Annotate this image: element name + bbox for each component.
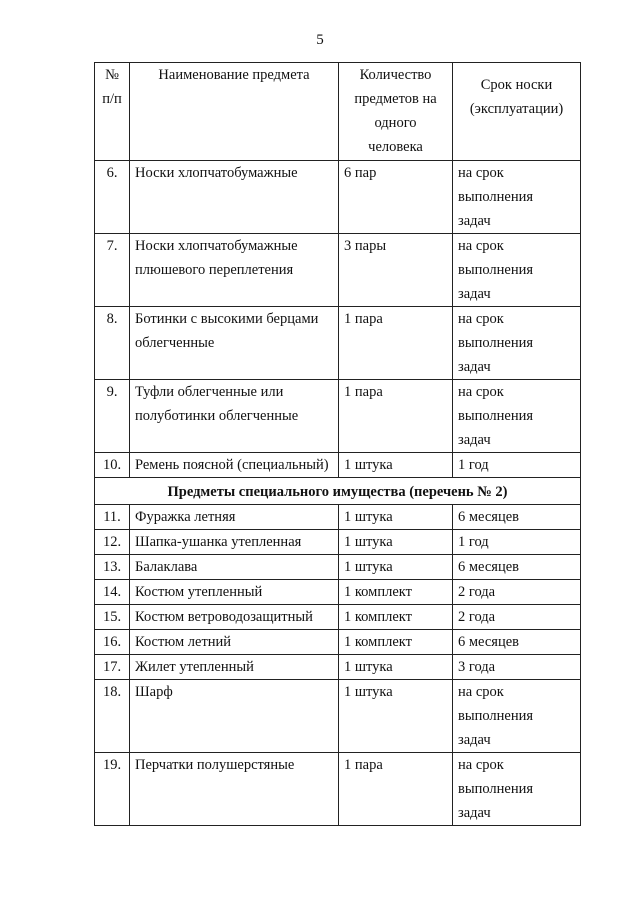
row-number: 12. xyxy=(95,530,130,555)
header-term: Срок носки (эксплуатации) xyxy=(453,63,581,161)
item-term: на срок выполнения задач xyxy=(453,680,581,753)
item-quantity: 1 комплект xyxy=(339,605,453,630)
item-quantity: 1 комплект xyxy=(339,580,453,605)
table-body-part2 xyxy=(95,505,581,826)
table-row xyxy=(95,453,581,478)
item-name: Фуражка летняя xyxy=(130,505,339,530)
item-term: 2 года xyxy=(453,580,581,605)
table-row xyxy=(95,655,581,680)
item-name: Шарф xyxy=(130,680,339,753)
item-term: на срок выполнения задач xyxy=(453,380,581,453)
row-number: 19. xyxy=(95,753,130,826)
item-quantity: 1 штука xyxy=(339,453,453,478)
item-name: Костюм летний xyxy=(130,630,339,655)
item-name: Носки хлопчатобумажные xyxy=(130,161,339,234)
header-name: Наименование предмета xyxy=(130,63,339,161)
item-quantity: 6 пар xyxy=(339,161,453,234)
item-quantity: 1 пара xyxy=(339,380,453,453)
item-name: Туфли облегченные или полуботинки облегченные xyxy=(130,380,339,453)
item-term: 6 месяцев xyxy=(453,630,581,655)
header-number: № п/п xyxy=(95,63,130,161)
row-number: 16. xyxy=(95,630,130,655)
table-row xyxy=(95,680,581,753)
row-number: 17. xyxy=(95,655,130,680)
row-number: 8. xyxy=(95,307,130,380)
table-row xyxy=(95,380,581,453)
item-quantity: 1 штука xyxy=(339,680,453,753)
item-term: на срок выполнения задач xyxy=(453,234,581,307)
item-name: Жилет утепленный xyxy=(130,655,339,680)
item-quantity: 1 штука xyxy=(339,530,453,555)
page-number: 5 xyxy=(316,32,324,48)
item-term: 6 месяцев xyxy=(453,505,581,530)
item-name: Балаклава xyxy=(130,555,339,580)
item-name: Костюм ветроводозащитный xyxy=(130,605,339,630)
item-name: Ботинки с высокими берцами облегченные xyxy=(130,307,339,380)
table-row xyxy=(95,505,581,530)
row-number: 7. xyxy=(95,234,130,307)
item-term: 6 месяцев xyxy=(453,555,581,580)
table-row xyxy=(95,530,581,555)
item-term: на срок выполнения задач xyxy=(453,161,581,234)
section-row xyxy=(95,478,581,505)
table-row xyxy=(95,753,581,826)
items-table xyxy=(94,62,581,826)
row-number: 13. xyxy=(95,555,130,580)
item-term: на срок выполнения задач xyxy=(453,307,581,380)
row-number: 9. xyxy=(95,380,130,453)
table-row xyxy=(95,555,581,580)
item-quantity: 3 пары xyxy=(339,234,453,307)
item-name: Перчатки полушерстяные xyxy=(130,753,339,826)
section xyxy=(95,478,581,505)
item-quantity: 1 комплект xyxy=(339,630,453,655)
row-number: 18. xyxy=(95,680,130,753)
item-name: Носки хлопчатобумажные плюшевого переплетения xyxy=(130,234,339,307)
table-row xyxy=(95,234,581,307)
table-row xyxy=(95,630,581,655)
row-number: 14. xyxy=(95,580,130,605)
item-term: на срок выполнения задач xyxy=(453,753,581,826)
item-quantity: 1 штука xyxy=(339,655,453,680)
row-number: 6. xyxy=(95,161,130,234)
section-title: Предметы специального имущества (перечень № 2) xyxy=(95,478,581,505)
row-number: 15. xyxy=(95,605,130,630)
item-quantity: 1 штука xyxy=(339,555,453,580)
row-number: 10. xyxy=(95,453,130,478)
item-name: Ремень поясной (специальный) xyxy=(130,453,339,478)
item-quantity: 1 пара xyxy=(339,307,453,380)
row-number: 11. xyxy=(95,505,130,530)
item-quantity: 1 штука xyxy=(339,505,453,530)
item-name: Костюм утепленный xyxy=(130,580,339,605)
item-term: 1 год xyxy=(453,453,581,478)
item-term: 2 года xyxy=(453,605,581,630)
header-quantity: Количество предметов на одного человека xyxy=(339,63,453,161)
item-quantity: 1 пара xyxy=(339,753,453,826)
item-term: 1 год xyxy=(453,530,581,555)
item-term: 3 года xyxy=(453,655,581,680)
table-row xyxy=(95,605,581,630)
table-row xyxy=(95,580,581,605)
table-header xyxy=(95,63,581,161)
table-row xyxy=(95,161,581,234)
table-row xyxy=(95,307,581,380)
table-body-part1 xyxy=(95,161,581,478)
item-name: Шапка-ушанка утепленная xyxy=(130,530,339,555)
